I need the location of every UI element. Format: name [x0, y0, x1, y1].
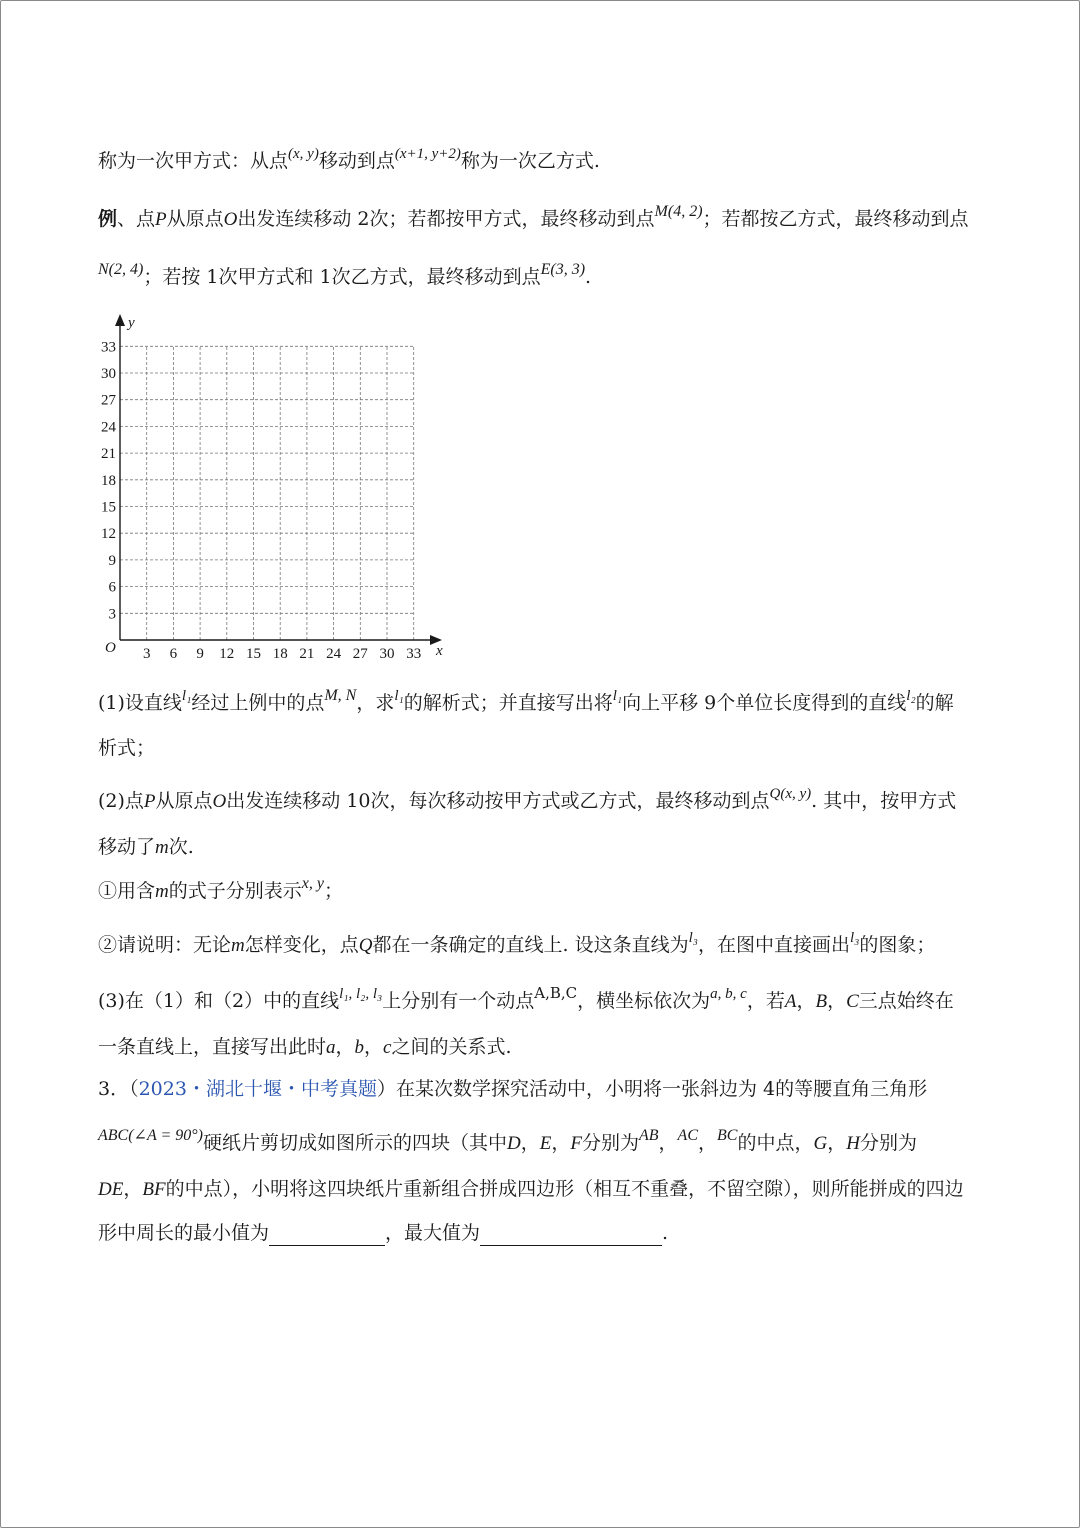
text-segment: 分别为 — [581, 1132, 639, 1154]
text-segment: ，最大值为 — [385, 1222, 481, 1244]
vars-x-y: x, y — [301, 875, 324, 892]
answer-blank-max[interactable] — [480, 1225, 662, 1246]
var-A: A — [784, 991, 797, 1012]
text-segment: . 其中，按甲方式 — [811, 790, 957, 812]
var-B: B — [815, 991, 828, 1012]
point-E: E(3, 3) — [540, 261, 586, 278]
text-segment: 都在一条确定的直线上. 设这条直线为 — [372, 934, 689, 956]
question-1-line-1 — [98, 687, 954, 718]
vars-l1-l2-l3: l₁, l₂, l₃ — [339, 986, 383, 1002]
y-tick-label: 24 — [101, 419, 116, 436]
example-line-2 — [98, 261, 592, 292]
text-segment: ，在图中直接画出 — [697, 934, 850, 956]
example-line-1 — [98, 203, 969, 234]
points-M-N: M, N — [324, 687, 357, 704]
var-H: H — [846, 1133, 860, 1154]
y-tick-label: 21 — [101, 446, 116, 463]
text-segment: . — [585, 266, 592, 288]
triangle-ABC: ABC(∠A = 90°) — [98, 1127, 203, 1144]
var-G: G — [813, 1133, 828, 1154]
separator: ， — [827, 1132, 847, 1154]
text-segment: ； — [323, 880, 343, 902]
var-m: m — [155, 837, 169, 858]
text-segment: 的解 — [915, 692, 954, 714]
var-l1: l₁ — [181, 688, 192, 704]
var-b: b — [354, 1037, 365, 1058]
var-E: E — [539, 1133, 552, 1154]
x-tick-label: 12 — [219, 646, 235, 662]
text-segment: 向上平移 9个单位长度得到的直线 — [622, 692, 907, 714]
point-M: M(4, 2) — [654, 203, 703, 220]
origin-label: O — [105, 640, 116, 656]
text-segment: 的中点），小明将这四块纸片重新组合拼成四边形（相互不重叠，不留空隙），则所能拼成的四边 — [165, 1178, 964, 1200]
var-l3: l₃ — [688, 930, 698, 946]
x-tick-label: 6 — [169, 646, 178, 662]
separator: ， — [520, 1132, 540, 1154]
segment-DE: DE — [98, 1179, 124, 1200]
text-segment: 之间的关系式. — [391, 1036, 512, 1058]
x-tick-label: 33 — [406, 646, 422, 662]
var-P: P — [143, 791, 156, 812]
problem-3-line-3 — [98, 1176, 964, 1203]
y-tick-label: 27 — [101, 392, 116, 409]
question-2-sub-2 — [98, 932, 935, 960]
point-N: N(2, 4) — [98, 261, 144, 278]
separator: ， — [827, 990, 847, 1012]
point-xy: (x, y) — [288, 146, 319, 162]
question-1-line-2 — [98, 735, 155, 761]
separator: ， — [551, 1132, 571, 1154]
text-segment: 移动了 — [98, 836, 156, 858]
var-F: F — [570, 1133, 582, 1154]
text-segment: 分别为 — [859, 1132, 917, 1154]
text-segment: ，若 — [746, 990, 785, 1012]
text-segment: 一条直线上，直接写出此时 — [98, 1036, 327, 1058]
question-2-sub-1 — [98, 875, 343, 906]
point-x1-y2: (x+1, y+2) — [394, 146, 461, 162]
var-m: m — [231, 935, 245, 956]
text-segment: ①用含 — [98, 880, 156, 902]
text-segment: 怎样变化，点 — [244, 934, 359, 956]
var-l2: l₂ — [906, 688, 916, 704]
y-axis-arrow — [115, 314, 125, 326]
text-segment: 从原点 — [155, 790, 213, 812]
text-segment: ，求 — [356, 692, 395, 714]
vars-a-b-c: a, b, c — [710, 986, 747, 1002]
var-D: D — [506, 1133, 521, 1154]
coordinate-grid — [92, 308, 452, 668]
x-tick-label: 21 — [299, 646, 315, 662]
text-segment: 上分别有一个动点 — [382, 990, 535, 1012]
x-tick-label: 30 — [379, 646, 395, 662]
separator: ， — [123, 1178, 143, 1200]
y-axis-label: y — [128, 315, 135, 331]
problem-source: 2023・湖北十堰・中考真题 — [138, 1078, 377, 1100]
text-segment: (1)设直线 — [98, 692, 182, 714]
y-tick-label: 9 — [108, 552, 116, 569]
problem-3-line-1 — [98, 1076, 927, 1102]
y-tick-label: 15 — [101, 499, 116, 516]
text-segment: 移动到点 — [318, 150, 395, 172]
problem-3-line-2 — [98, 1127, 917, 1158]
y-tick-label: 3 — [108, 606, 116, 623]
var-a: a — [326, 1037, 336, 1058]
text-segment: 的解析式；并直接写出将 — [403, 692, 613, 714]
separator: ， — [658, 1132, 678, 1154]
var-m: m — [155, 881, 169, 902]
answer-blank-min[interactable] — [269, 1225, 385, 1246]
text-segment: 的式子分别表示 — [168, 880, 302, 902]
separator: ， — [364, 1036, 384, 1058]
text-segment: (2)点 — [98, 790, 144, 812]
question-2-line-1 — [98, 788, 956, 816]
problem-3-line-4 — [98, 1220, 668, 1246]
question-2-line-2 — [98, 834, 194, 861]
x-tick-label: 9 — [196, 646, 204, 662]
var-Q: Q — [358, 935, 373, 956]
text-segment: 次. — [168, 836, 194, 858]
text-segment: ，横坐标依次为 — [577, 990, 711, 1012]
text-segment: ）在某次数学探究活动中，小明将一张斜边为 4的等腰直角三角形 — [376, 1078, 928, 1100]
var-l3: l₃ — [850, 930, 860, 946]
y-tick-label: 30 — [101, 366, 116, 382]
separator: ， — [796, 990, 816, 1012]
points-A-B-C: A,B,C — [534, 984, 578, 1002]
y-tick-label: 12 — [101, 526, 116, 543]
text-segment: 硬纸片剪切成如图所示的四块（其中 — [202, 1132, 507, 1154]
text-segment: 称为一次乙方式. — [460, 150, 600, 172]
segment-AC: AC — [677, 1127, 698, 1144]
question-3-line-2 — [98, 1034, 512, 1061]
question-3-line-1 — [98, 984, 954, 1016]
text-segment: 出发连续移动 10次，每次移动按甲方式或乙方式，最终移动到点 — [226, 790, 770, 812]
y-tick-label: 33 — [101, 339, 116, 356]
var-P: P — [155, 209, 167, 230]
text-segment: . — [662, 1222, 669, 1244]
x-tick-label: 27 — [352, 646, 368, 662]
text-segment: ；若按 1次甲方式和 1次乙方式，最终移动到点 — [143, 266, 541, 288]
example-label: 例 — [98, 208, 118, 230]
var-C: C — [846, 991, 859, 1012]
text-segment: 出发连续移动 2次；若都按甲方式，最终移动到点 — [237, 208, 655, 230]
text-segment: ；若都按乙方式，最终移动到点 — [702, 208, 969, 230]
var-c: c — [383, 1037, 392, 1058]
text-line-method-b — [98, 148, 600, 176]
text-segment: 的中点， — [737, 1132, 814, 1154]
text-segment: 的图象； — [859, 934, 936, 956]
text-segment: 析式； — [98, 737, 156, 759]
separator: ， — [698, 1132, 718, 1154]
x-tick-label: 18 — [272, 646, 288, 662]
segment-BF: BF — [142, 1179, 166, 1200]
x-tick-label: 3 — [142, 646, 151, 662]
x-tick-label: 24 — [326, 646, 342, 662]
text-segment: 三点始终在 — [858, 990, 954, 1012]
var-l1: l₁ — [394, 688, 404, 704]
var-O: O — [223, 209, 238, 230]
segment-AB: AB — [638, 1127, 659, 1144]
y-tick-label: 18 — [101, 472, 116, 489]
point-Q: Q(x, y) — [769, 786, 812, 802]
y-tick-label: 6 — [108, 579, 116, 596]
var-O: O — [212, 791, 227, 812]
x-axis-label: x — [436, 643, 443, 659]
text-segment: 从原点 — [166, 208, 224, 230]
x-tick-label: 15 — [246, 646, 261, 662]
segment-BC: BC — [717, 1127, 738, 1144]
grid-lines — [120, 346, 414, 640]
var-l1: l₁ — [612, 688, 623, 704]
text-segment: ②请说明：无论 — [98, 934, 232, 956]
text-segment: 形中周长的最小值为 — [98, 1222, 270, 1244]
text-segment: 、点 — [117, 208, 156, 230]
text-segment: 称为一次甲方式：从点 — [98, 150, 289, 172]
text-segment: (3)在（1）和（2）中的直线 — [98, 990, 340, 1012]
separator: ， — [335, 1036, 355, 1058]
problem-number: 3．（ — [98, 1078, 139, 1100]
text-segment: 经过上例中的点 — [191, 692, 325, 714]
